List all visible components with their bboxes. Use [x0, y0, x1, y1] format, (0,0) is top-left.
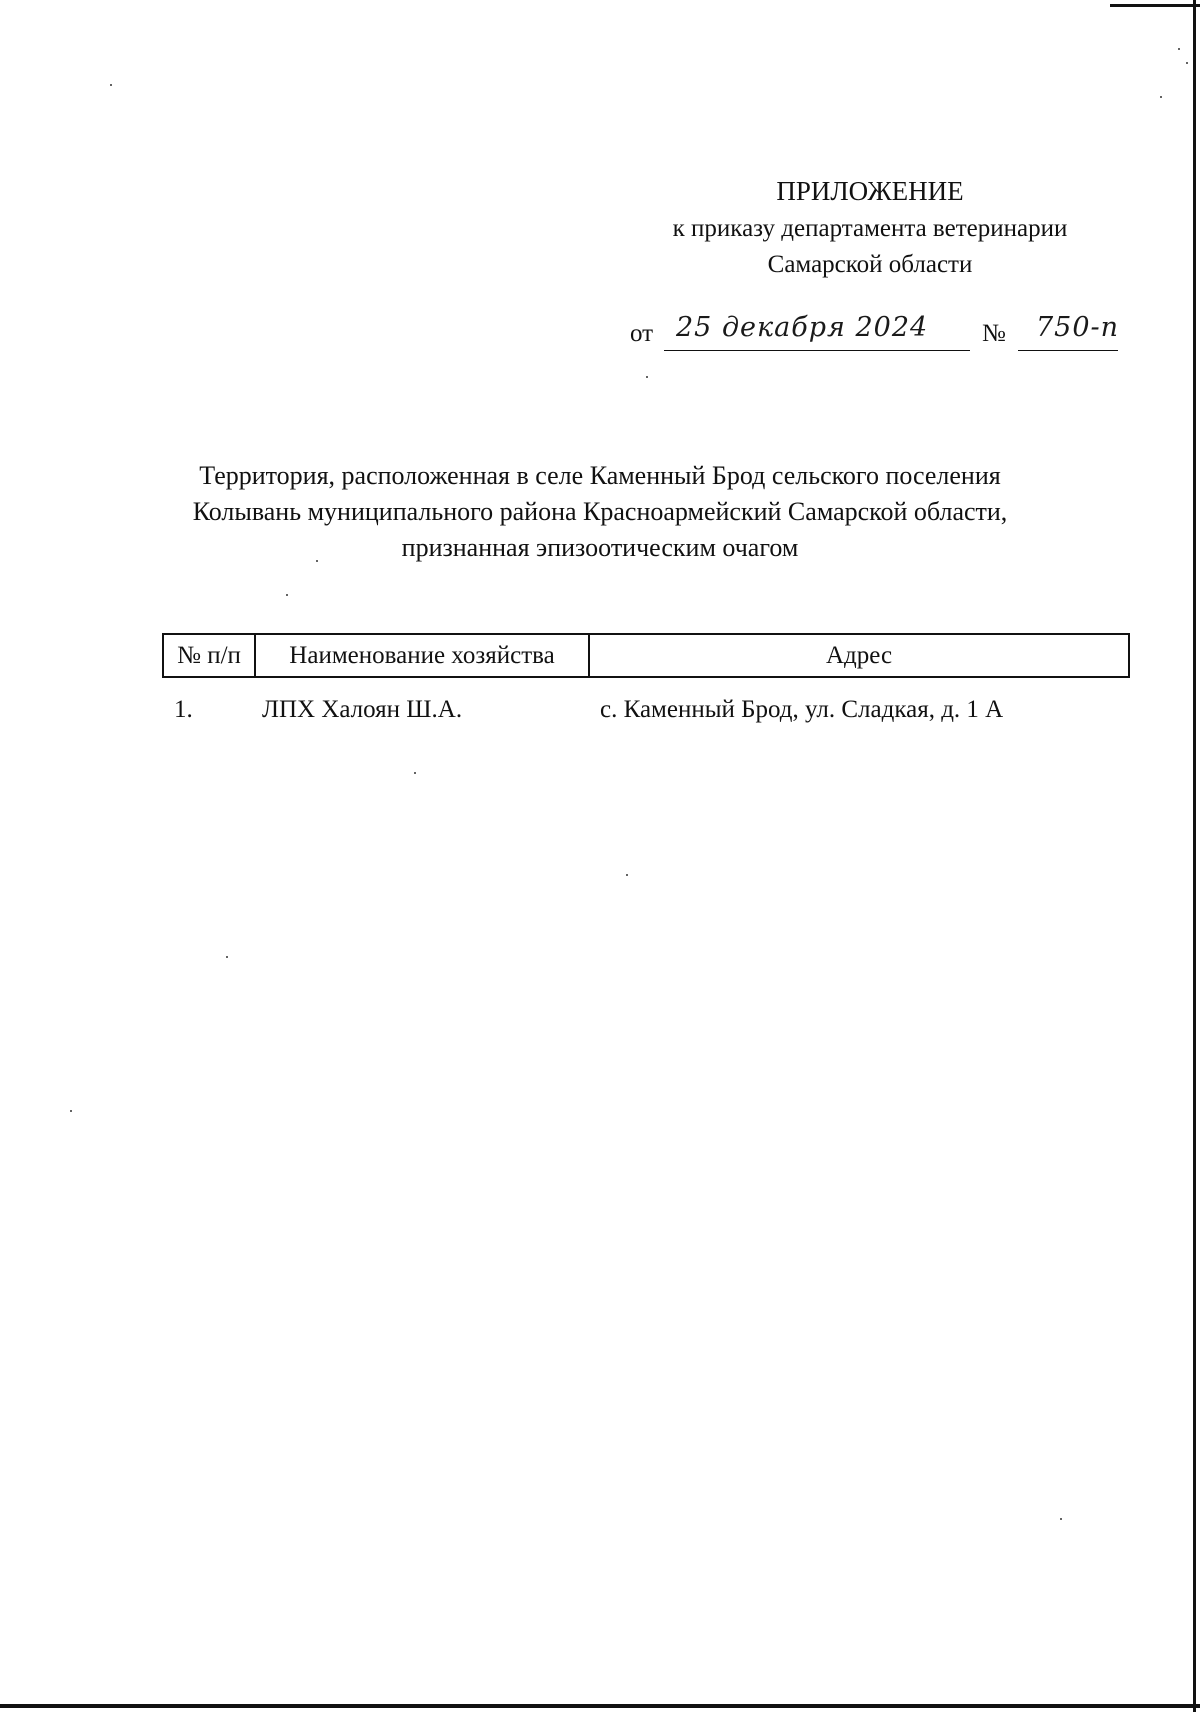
header-farm-name: Наименование хозяйства — [256, 635, 590, 676]
document-title — [100, 458, 1100, 566]
document-title-line-1: Территория, расположенная в селе Каменный Брод сельского поселения — [199, 461, 1001, 490]
appendix-subtitle-line-2: Самарской области — [767, 251, 973, 278]
scan-speck — [1178, 48, 1180, 50]
document-title-line-2: Колывань муниципального района Красноармейский Самарской области, — [192, 497, 1008, 526]
scan-speck — [286, 594, 288, 596]
header-address: Адрес — [825, 641, 893, 669]
scan-speck — [1160, 96, 1162, 98]
appendix-subtitle-line-1: к приказу департамента ветеринарии — [672, 215, 1068, 242]
table-row — [162, 688, 1130, 732]
scan-speck — [646, 376, 648, 378]
scan-speck — [226, 956, 228, 958]
order-date-handwritten: 25 декабря 2024 — [676, 312, 929, 343]
table-header-row — [162, 633, 1130, 678]
appendix-title: ПРИЛОЖЕНИЕ — [776, 176, 964, 206]
scan-speck — [110, 84, 112, 86]
order-number-handwritten: 750-п — [1036, 312, 1120, 343]
order-number-field — [1018, 312, 1118, 351]
scan-edge-right — [1193, 0, 1196, 1712]
cell-farm-name: ЛПХ Халоян Ш.А. — [262, 696, 463, 723]
order-from-label: от — [630, 320, 654, 347]
scan-speck — [626, 874, 628, 876]
farms-table — [162, 633, 1130, 732]
scan-speck — [1186, 62, 1188, 64]
order-number-label: № — [982, 320, 1006, 347]
document-title-line-3: признанная эпизоотическим очагом — [401, 533, 799, 562]
header-number: № п/п — [164, 635, 256, 676]
scan-edge-bottom — [0, 1704, 1200, 1708]
scan-speck — [70, 1110, 72, 1112]
order-reference — [630, 312, 1120, 356]
scan-speck — [414, 772, 416, 774]
cell-number: 1. — [174, 696, 193, 723]
order-date-field — [664, 312, 970, 351]
scan-edge-top — [1110, 4, 1200, 7]
appendix-header — [620, 173, 1120, 283]
scan-speck — [1060, 1518, 1062, 1520]
cell-address: с. Каменный Брод, ул. Сладкая, д. 1 А — [600, 696, 1004, 723]
